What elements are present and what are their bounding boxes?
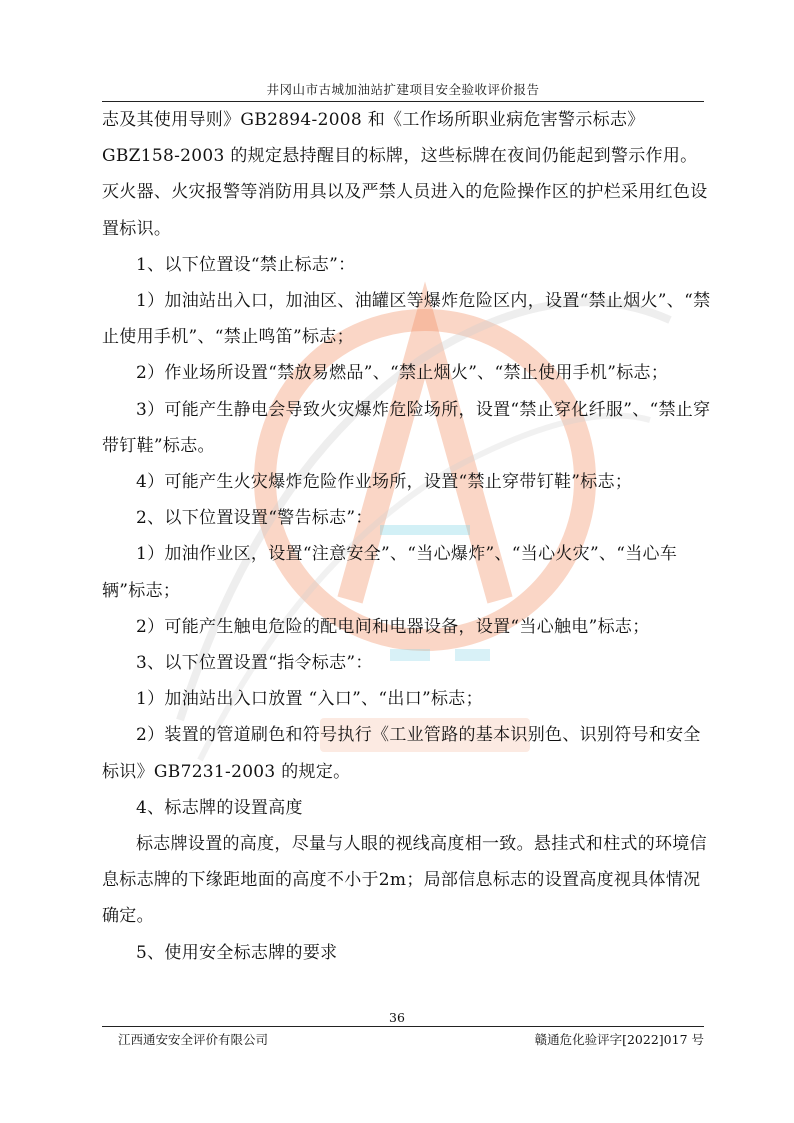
body-paragraph: 4）可能产生火灾爆炸危险作业场所，设置“禁止穿带钉鞋”标志； (136, 472, 633, 493)
body-paragraph: 1）加油作业区，设置“注意安全”、“当心爆炸”、“当心火灾”、“当心车辆”标志； (102, 544, 678, 601)
body-paragraph: 2）作业场所设置“禁放易燃品”、“禁止烟火”、“禁止使用手机”标志； (136, 363, 669, 384)
document-body (102, 102, 714, 971)
body-paragraph: 志及其使用导则》GB2894-2008 和《工作场所职业病危害警示标志》GBZ158-2003 的规定悬持醒目的标牌，这些标牌在夜间仍能起到警示作用。灭火器、火灾报警等消防用具以及严禁人员进入的危险操作区的护栏采用红色设置标识。 (102, 110, 708, 239)
page-header (102, 80, 704, 102)
page-number: 36 (389, 1010, 405, 1025)
body-paragraph: 2）可能产生触电危险的配电间和电器设备，设置“当心触电”标志； (136, 616, 650, 637)
body-paragraph: 1）加油站出入口放置 “入口”、“出口”标志； (136, 689, 483, 710)
body-paragraph: 3）可能产生静电会导致火灾爆炸危险场所，设置“禁止穿化纤服”、“禁止穿带钉鞋”标志。 (102, 399, 711, 456)
body-paragraph: 3、以下位置设置“指令标志”： (136, 653, 373, 674)
body-paragraph: 1）加油站出入口，加油区、油罐区等爆炸危险区内，设置“禁止烟火”、“禁止使用手机”、“禁止鸣笛”标志； (102, 291, 711, 348)
body-paragraph: 标志牌设置的高度，尽量与人眼的视线高度相一致。悬挂式和柱式的环境信息标志牌的下缘距地面的高度不小于2m；局部信息标志的设置高度视具体情况确定。 (102, 834, 707, 927)
footer-company: 江西通安安全评价有限公司 (118, 1032, 269, 1047)
header-title: 井冈山市古城加油站扩建项目安全验收评价报告 (266, 82, 540, 97)
footer-report-number: 赣通危化验评字[2022]017 号 (534, 1032, 704, 1047)
body-paragraph: 5、使用安全标志牌的要求 (136, 942, 338, 963)
body-paragraph: 1、以下位置设“禁止标志”： (136, 254, 356, 275)
body-paragraph: 2、以下位置设置“警告标志”： (136, 508, 373, 529)
footer-divider (102, 1026, 704, 1027)
body-paragraph: 4、标志牌的设置高度 (136, 797, 303, 818)
body-paragraph: 2）装置的管道刷色和符号执行《工业管路的基本识别色、识别符号和安全标识》GB7231-2003 的规定。 (102, 725, 701, 782)
